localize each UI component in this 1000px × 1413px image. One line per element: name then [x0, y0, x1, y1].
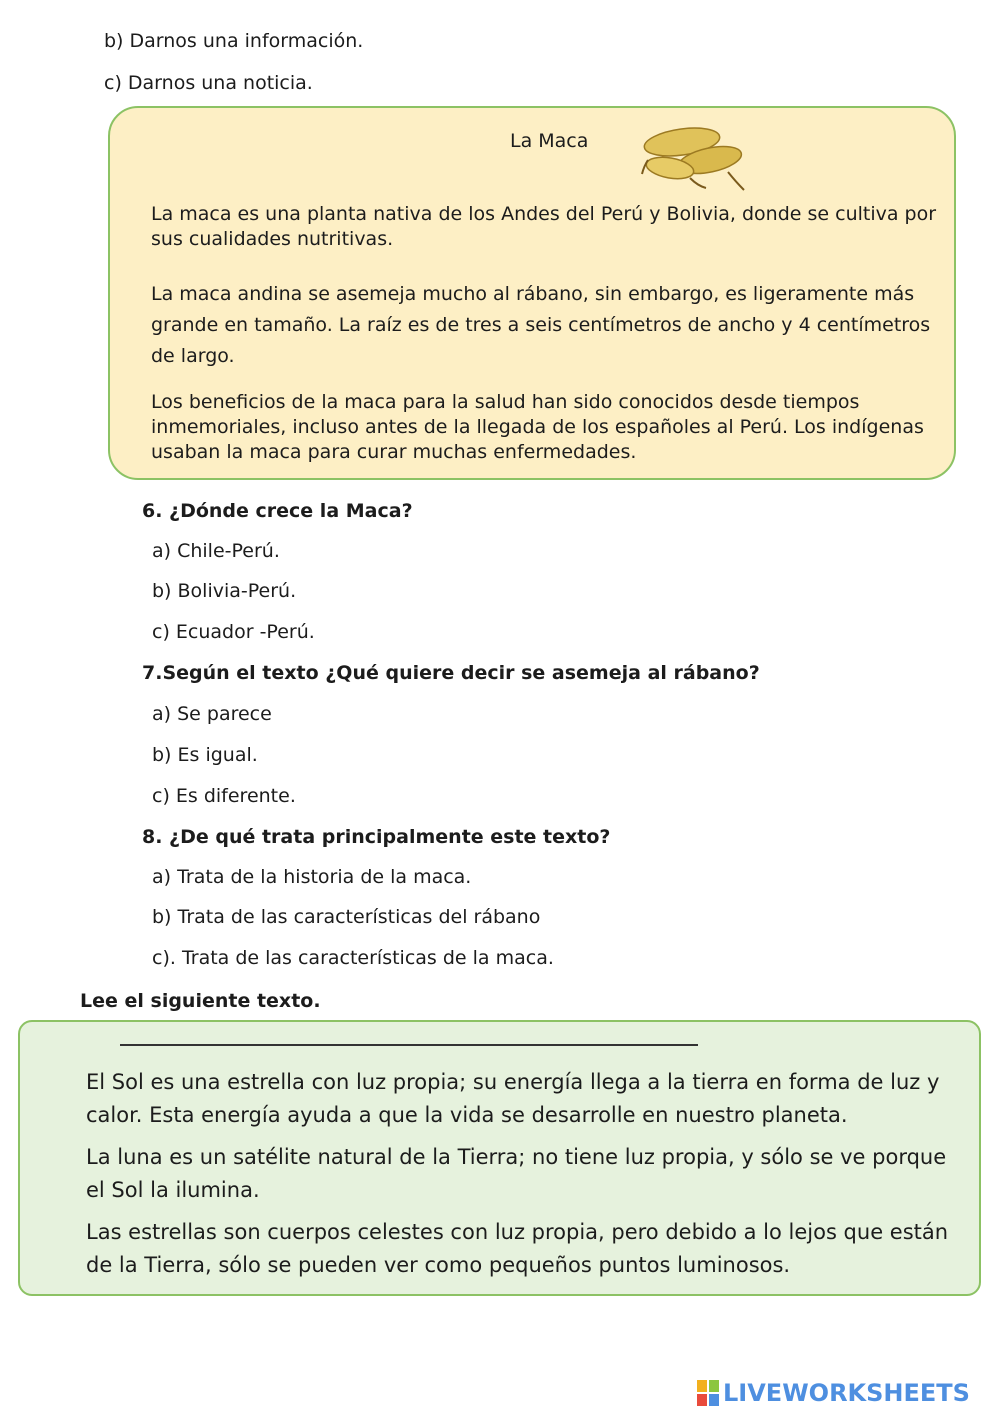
liveworksheets-logo-text: LIVEWORKSHEETS — [723, 1379, 970, 1407]
maca-text-box — [108, 106, 956, 480]
q6-option-b: b) Bolivia-Perú. — [152, 580, 297, 602]
moon-paragraph: La luna es un satélite natural de la Tierra; no tiene luz propia, y sólo se ve porque el Sol la ilumina. — [86, 1145, 947, 1202]
maca-paragraph-2: La maca andina se asemeja mucho al rábano, sin embargo, es ligeramente más grande en tamaño. La raíz es de tres a seis centímetros de ancho y 4 centímetros de largo. — [151, 283, 931, 367]
question-8-title: 8. ¿De qué trata principalmente este texto? — [142, 826, 611, 848]
q7-option-c: c) Es diferente. — [152, 785, 296, 807]
option-b-informacion: b) Darnos una información. — [104, 30, 364, 52]
read-instruction: Lee el siguiente texto. — [80, 990, 321, 1012]
sun-paragraph: El Sol es una estrella con luz propia; su energía llega a la tierra en forma de luz y calor. Esta energía ayuda a que la vida se desarrolle en nuestro planeta. — [86, 1070, 940, 1127]
maca-roots-image — [640, 120, 750, 192]
q8-option-a: a) Trata de la historia de la maca. — [152, 866, 472, 888]
option-c-noticia: c) Darnos una noticia. — [104, 72, 313, 94]
maca-title: La Maca — [510, 130, 589, 152]
title-blank-line — [120, 1044, 698, 1046]
q6-option-c: c) Ecuador -Perú. — [152, 621, 315, 643]
maca-paragraph-3: Los beneficios de la maca para la salud han sido conocidos desde tiempos inmemoriales, incluso antes de la llegada de los españoles al Perú. Los indígenas usaban la maca para curar muchas enfermedades. — [151, 391, 924, 463]
question-6-title: 6. ¿Dónde crece la Maca? — [142, 500, 413, 522]
astronomy-text-box — [18, 1020, 981, 1296]
q7-option-a: a) Se parece — [152, 703, 272, 725]
liveworksheets-logo — [697, 1378, 970, 1408]
q7-option-b: b) Es igual. — [152, 744, 258, 766]
q6-option-a: a) Chile-Perú. — [152, 540, 280, 562]
maca-paragraph-1: La maca es una planta nativa de los Andes del Perú y Bolivia, donde se cultiva por sus cualidades nutritivas. — [151, 203, 937, 250]
question-7-title: 7.Según el texto ¿Qué quiere decir se asemeja al rábano? — [142, 662, 760, 684]
liveworksheets-logo-icon — [697, 1380, 719, 1406]
q8-option-c: c). Trata de las características de la maca. — [152, 947, 554, 969]
q8-option-b: b) Trata de las características del rábano — [152, 906, 541, 928]
stars-paragraph: Las estrellas son cuerpos celestes con luz propia, pero debido a lo lejos que están de la Tierra, sólo se pueden ver como pequeños puntos luminosos. — [86, 1220, 949, 1277]
